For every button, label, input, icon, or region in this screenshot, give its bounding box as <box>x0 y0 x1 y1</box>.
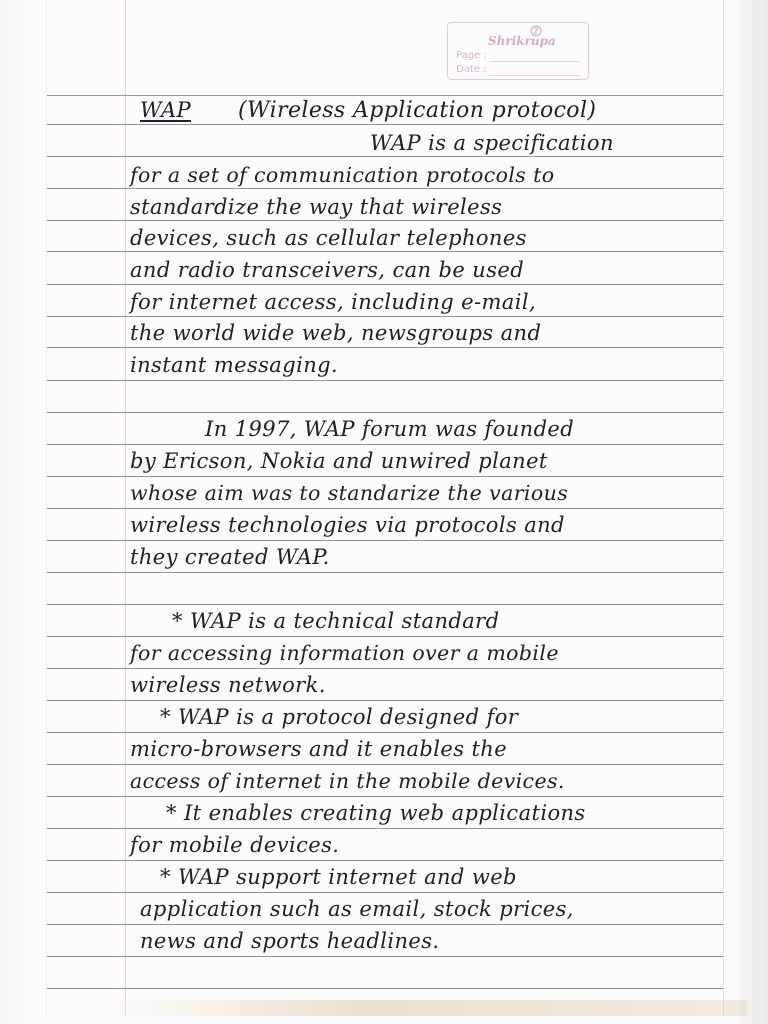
ruled-line <box>47 508 723 509</box>
bullet-line: * WAP is a protocol designed for <box>160 705 519 729</box>
paper-stain <box>107 1000 747 1016</box>
bullet-line: for accessing information over a mobile <box>130 641 559 665</box>
ruled-line <box>47 892 723 893</box>
ruled-line <box>47 444 723 445</box>
ruled-line <box>47 156 723 157</box>
note-title-expansion: (Wireless Application protocol) <box>238 98 597 123</box>
ruled-line <box>47 124 723 125</box>
ruled-line <box>47 284 723 285</box>
paragraph-1-line: instant messaging. <box>130 353 339 377</box>
ruled-line <box>47 476 723 477</box>
ruled-line <box>47 251 723 252</box>
paragraph-1-line: for a set of communication protocols to <box>130 163 555 187</box>
paragraph-2-line: they created WAP. <box>130 545 330 569</box>
bullet-line: for mobile devices. <box>130 833 340 857</box>
paragraph-2-line: whose aim was to standarize the various <box>130 481 569 505</box>
ruled-line <box>47 956 723 957</box>
ruled-line <box>47 924 723 925</box>
paragraph-2-line: by Ericson, Nokia and unwired planet <box>130 449 548 473</box>
ruled-line <box>47 188 723 189</box>
paragraph-1-line: devices, such as cellular telephones <box>130 226 527 250</box>
date-field: Date : <box>456 64 487 75</box>
page-number-field: Page : <box>456 50 487 61</box>
bullet-line: * It enables creating web applications <box>166 801 586 825</box>
ruled-line <box>47 540 723 541</box>
paragraph-2-line: In 1997, WAP forum was founded <box>205 417 575 441</box>
ruled-line <box>47 95 723 96</box>
ruled-line <box>47 316 723 317</box>
ruled-line <box>47 636 723 637</box>
paragraph-1-line: standardize the way that wireless <box>130 195 503 219</box>
ruled-line <box>47 828 723 829</box>
ruled-line <box>47 668 723 669</box>
ruled-line <box>47 604 723 605</box>
ruled-line <box>47 700 723 701</box>
ruled-line <box>47 412 723 413</box>
paragraph-1-line: for internet access, including e-mail, <box>130 290 537 314</box>
bullet-line: * WAP is a technical standard <box>172 609 500 633</box>
bullet-line: access of internet in the mobile devices. <box>130 769 565 793</box>
bullet-line: news and sports headlines. <box>140 929 440 953</box>
ruled-line <box>47 988 723 989</box>
ruled-line <box>47 860 723 861</box>
bullet-line: application such as email, stock prices, <box>140 897 574 921</box>
ruled-line <box>47 732 723 733</box>
bullet-line: wireless network. <box>130 673 326 697</box>
ruled-line <box>47 764 723 765</box>
paragraph-1-line: WAP is a specification <box>370 131 614 155</box>
paragraph-1-line: the world wide web, newsgroups and <box>130 321 542 345</box>
bullet-line: micro-browsers and it enables the <box>130 737 508 761</box>
ruled-line <box>47 220 723 221</box>
ruled-line <box>47 796 723 797</box>
paragraph-1-line: and radio transceivers, can be used <box>130 258 525 282</box>
ruled-line <box>47 347 723 348</box>
page-number-line <box>490 61 580 62</box>
left-edge-shadow <box>0 0 46 1024</box>
paragraph-2-line: wireless technologies via protocols and <box>130 513 565 537</box>
note-title: WAP <box>140 98 192 122</box>
ruled-line <box>47 380 723 381</box>
brand-name: Shrikrupa <box>488 34 556 48</box>
notebook-brand-stamp <box>447 22 589 80</box>
right-edge-shadow <box>740 0 768 1024</box>
ruled-line <box>47 572 723 573</box>
date-line <box>490 75 580 76</box>
bullet-line: * WAP support internet and web <box>160 865 517 889</box>
